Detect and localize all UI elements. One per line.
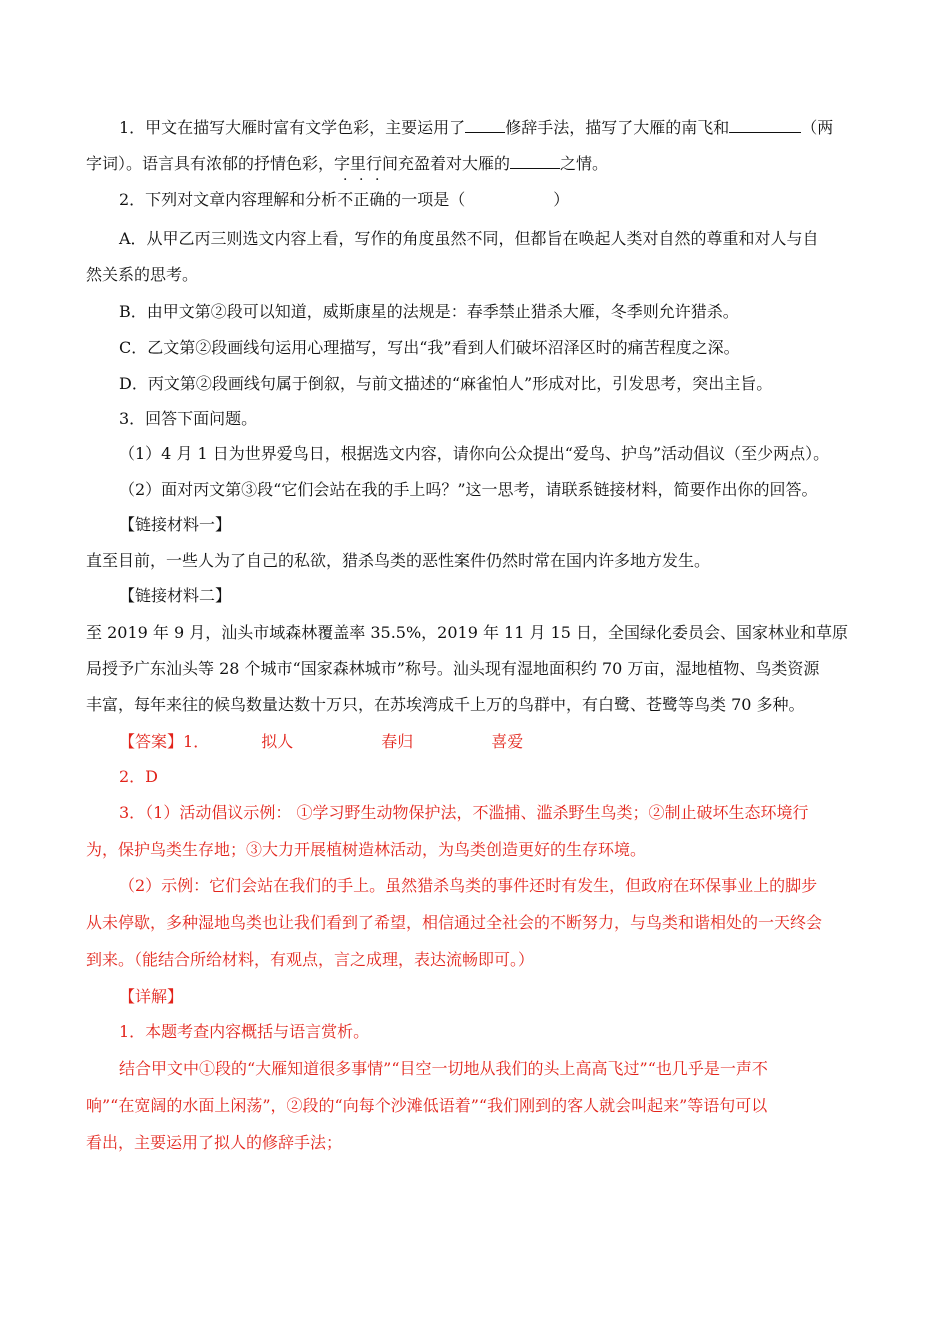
q2-text-c: ） (553, 190, 570, 209)
q1-blank-2 (729, 118, 801, 133)
material-2-line-3: 丰富，每年来往的候鸟数量达数十万只，在苏埃湾成千上万的鸟群中，有白鹭、苍鹭等鸟类 70 多种。 (86, 695, 805, 714)
material-2-line-2: 局授予广东汕头等 28 个城市“国家森林城市”称号。汕头现有湿地面积约 70 万亩，湿地植物、鸟类资源 (86, 659, 820, 678)
detail-line-4: 看出，主要运用了拟人的修辞手法； (86, 1133, 343, 1152)
question-2 (119, 188, 869, 212)
option-a-line-2: 然关系的思考。 (86, 265, 199, 284)
answer-q2: 2．D (119, 767, 159, 786)
material-2-line-1: 至 2019 年 9 月，汕头市域森林覆盖率 35.5%，2019 年 11 月 15 日，全国绿化委员会、国家林业和草原 (86, 623, 849, 642)
answer-label: 【答案】 (119, 732, 184, 751)
q1-blank-1 (465, 118, 505, 133)
q1-text-line2a: 字词）。语言具有浓郁的抒情色彩，字里行间充盈着对大雁的 (86, 154, 511, 173)
detail-line-1: 1．本题考查内容概括与语言赏析。 (119, 1022, 370, 1041)
answer-q1-number: 1． (183, 732, 210, 751)
detail-line-3: 响”“在宽阔的水面上闲荡”，②段的“向每个沙滩低语着”“我们刚到的客人就会叫起来”等语句可以 (86, 1096, 768, 1115)
q2-emphasis-2: 正 (353, 190, 370, 209)
option-a-line-1: A．从甲乙丙三则选文内容上看，写作的角度虽然不同，但都旨在唤起人类对自然的尊重和对人与自 (119, 229, 819, 248)
q2-emphasis-3: 确 (369, 190, 386, 209)
question-3-title: 3．回答下面问题。 (119, 409, 258, 428)
question-3-sub-1: （1）4 月 1 日为世界爱鸟日，根据选文内容，请你向公众提出“爱鸟、护鸟”活动倡议（至少两点）。 (119, 444, 830, 463)
answer-word-1: 拟人 (261, 732, 294, 751)
answer-q3-2-line-3: 到来。（能结合所给材料，有观点，言之成理，表达流畅即可。） (86, 950, 535, 969)
detail-label: 【详解】 (119, 987, 184, 1006)
answer-line-1 (119, 730, 869, 754)
q1-text-line2b: 之情。 (560, 154, 609, 173)
answer-q3-1-line-1: 3．（1）活动倡议示例： ①学习野生动物保护法，不滥捕、滥杀野生鸟类；②制止破坏生态环境行 (119, 803, 809, 822)
answer-word-3: 喜爱 (491, 732, 524, 751)
option-b: B．由甲文第②段可以知道，威斯康星的法规是：春季禁止猎杀大雁，冬季则允许猎杀。 (119, 302, 739, 321)
material-1-text: 直至目前，一些人为了自己的私欲，猎杀鸟类的恶性案件仍然时常在国内许多地方发生。 (86, 551, 711, 570)
material-1-heading: 【链接材料一】 (119, 515, 232, 534)
answer-q3-2-line-1: （2）示例：它们会站在我们的手上。虽然猎杀鸟类的事件还时有发生，但政府在环保事业上的脚步 (119, 876, 818, 895)
answer-q3-2-line-2: 从未停歇，多种湿地鸟类也让我们看到了希望，相信通过全社会的不断努力，与鸟类和谐相处的一天终会 (86, 913, 823, 932)
question-1-line-1 (119, 116, 869, 140)
question-3-sub-2: （2）面对丙文第③段“它们会站在我的手上吗？”这一思考，请联系链接材料，简要作出你的回答。 (119, 480, 818, 499)
q1-text-a: 1．甲文在描写大雁时富有文学色彩，主要运用了 (119, 118, 466, 137)
q1-blank-3 (510, 154, 560, 169)
detail-line-2: 结合甲文中①段的“大雁知道很多事情”“目空一切地从我们的头上高高飞过”“也几乎是一声不 (119, 1059, 768, 1078)
q2-text-a: 2．下列对文章内容理解和分析 (119, 190, 338, 209)
q2-emphasis-1: 不 (337, 190, 354, 209)
option-c: C．乙文第②段画线句运用心理描写，写出“我”看到人们破坏沼泽区时的痛苦程度之深。 (119, 338, 740, 357)
option-d: D．丙文第②段画线句属于倒叙，与前文描述的“麻雀怕人”形成对比，引发思考，突出主旨。 (119, 374, 773, 393)
material-2-heading: 【链接材料二】 (119, 586, 232, 605)
q2-text-b: 的一项是（ (385, 190, 466, 209)
question-1-line-2 (86, 152, 866, 176)
answer-q3-1-line-2: 为，保护鸟类生存地；③大力开展植树造林活动，为鸟类创造更好的生存环境。 (86, 840, 647, 859)
answer-word-2: 春归 (381, 732, 414, 751)
q1-text-b: 修辞手法，描写了大雁的南飞和 (505, 118, 730, 137)
q1-text-c: （两 (801, 118, 834, 137)
